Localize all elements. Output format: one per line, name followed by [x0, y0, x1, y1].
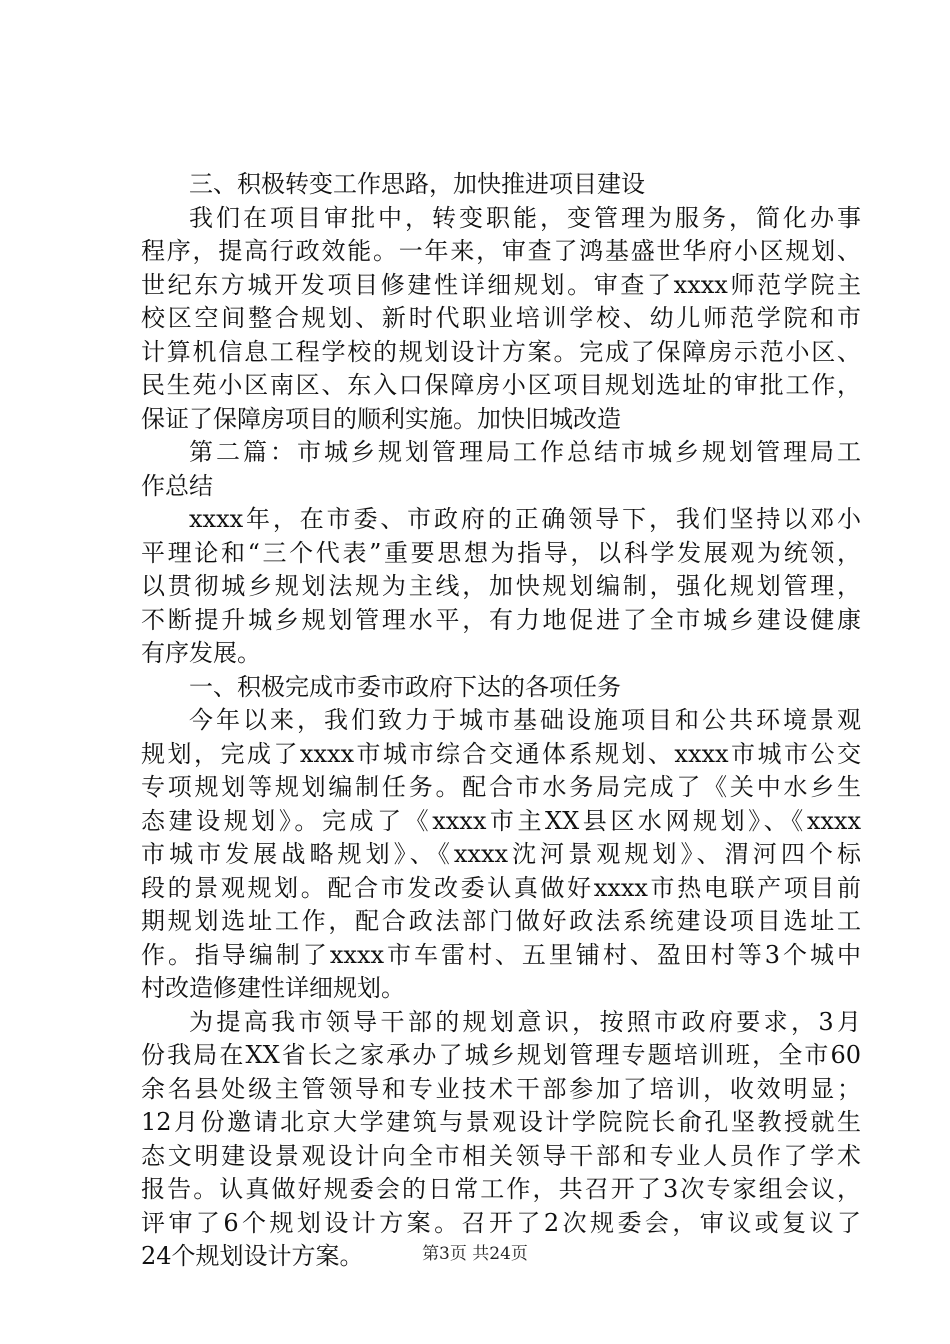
- text-line: 段的景观规划。配合市发改委认真做好xxxx市热电联产项目前: [141, 873, 861, 902]
- text-line: 规划，完成了xxxx市城市综合交通体系规划、xxxx市城市公交: [141, 739, 861, 768]
- text-line: xxxx年，在市委、市政府的正确领导下，我们坚持以邓小: [189, 505, 861, 533]
- text-line: 作。指导编制了xxxx市车雷村、五里铺村、盈田村等3个城中: [141, 940, 861, 969]
- text-line: 一、积极完成市委市政府下达的各项任务: [189, 672, 621, 701]
- text-line: 保证了保障房项目的顺利实施。加快旧城改造: [141, 404, 621, 433]
- text-line: 24个规划设计方案。: [141, 1242, 364, 1270]
- text-line: 村改造修建性详细规划。: [141, 974, 405, 1002]
- text-line: 份我局在XX省长之家承办了城乡规划管理专题培训班，全市60: [141, 1041, 861, 1069]
- text-line: 作总结: [141, 471, 213, 500]
- text-line: 三、积极转变工作思路，加快推进项目建设: [189, 170, 645, 198]
- text-line: 平理论和“三个代表”重要思想为指导，以科学发展观为统领，: [141, 538, 861, 567]
- text-line: 世纪东方城开发项目修建性详细规划。审查了xxxx师范学院主: [141, 270, 861, 299]
- text-line: 校区空间整合规划、新时代职业培训学校、幼儿师范学院和市: [141, 304, 861, 332]
- text-line: 为提高我市领导干部的规划意识，按照市政府要求，3月: [189, 1007, 861, 1036]
- text-line: 余名县处级主管领导和专业技术干部参加了培训，收效明显；: [141, 1074, 861, 1103]
- text-line: 评审了6个规划设计方案。召开了2次规委会，审议或复议了: [141, 1208, 861, 1237]
- text-line: 专项规划等规划编制任务。配合市水务局完成了《关中水乡生: [141, 773, 861, 801]
- text-line: 我们在项目审批中，转变职能，变管理为服务，简化办事: [189, 203, 861, 232]
- text-line: 今年以来，我们致力于城市基础设施项目和公共环境景观: [189, 706, 861, 734]
- text-line: 计算机信息工程学校的规划设计方案。完成了保障房示范小区、: [141, 337, 861, 366]
- text-line: 程序，提高行政效能。一年来，审查了鸿基盛世华府小区规划、: [141, 237, 861, 265]
- text-line: 期规划选址工作，配合政法部门做好政法系统建设项目选址工: [141, 907, 861, 935]
- text-line: 有序发展。: [141, 639, 261, 667]
- text-line: 不断提升城乡规划管理水平，有力地促进了全市城乡建设健康: [141, 605, 861, 634]
- text-line: 民生苑小区南区、东入口保障房小区项目规划选址的审批工作，: [141, 371, 861, 399]
- text-line: 第二篇：市城乡规划管理局工作总结市城乡规划管理局工: [189, 438, 861, 466]
- text-line: 态文明建设景观设计向全市相关领导干部和专业人员作了学术: [141, 1141, 861, 1170]
- text-line: 市城市发展战略规划》、《xxxx沈河景观规划》、渭河四个标: [141, 840, 861, 868]
- text-line: 以贯彻城乡规划法规为主线，加快规划编制，强化规划管理，: [141, 572, 861, 600]
- page-number-footer: 第3页 共24页: [422, 1244, 528, 1264]
- text-line: 报告。认真做好规委会的日常工作，共召开了3次专家组会议，: [141, 1175, 861, 1203]
- text-line: 态建设规划》。完成了《xxxx市主XX县区水网规划》、《xxxx: [141, 806, 861, 835]
- text-line: 12月份邀请北京大学建筑与景观设计学院院长俞孔坚教授就生: [141, 1108, 861, 1136]
- document-body: [141, 168, 861, 1274]
